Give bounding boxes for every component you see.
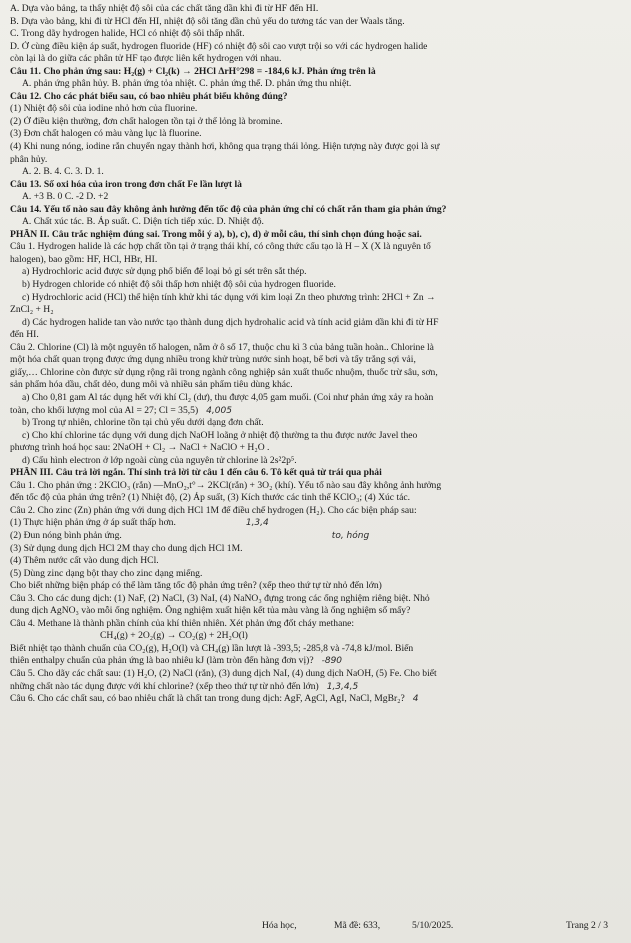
p2q1-stem: Câu 1. Hydrogen halide là các hợp chất tồn tại ở trạng thái khí, có công thức cấu tạo là H – X (X là nguyên tố bbox=[10, 241, 431, 253]
handwritten-answer: 1,3,4,5 bbox=[326, 681, 359, 692]
p2q1-stem-cont: halogen), bao gồm: HF, HCl, HBr, HI. bbox=[10, 253, 158, 265]
q12-stem: Câu 12. Cho các phát biểu sau, có bao nhiêu phát biểu không đúng? bbox=[10, 90, 288, 102]
q12-statement-1: (1) Nhiệt độ sôi của iodine nhỏ hơn của fluorine. bbox=[10, 103, 198, 115]
q13-stem: Câu 13. Số oxi hóa của iron trong đơn chất Fe lần lượt là bbox=[10, 178, 242, 190]
q12-statement-4: (4) Khi nung nóng, iodine rắn chuyển ngay thành hơi, không qua trạng thái lỏng. Hiện tượng này được gọi là sự bbox=[10, 141, 440, 153]
p2q2-stem-2: một hóa chất quan trọng được ứng dụng nhiều trong khử trùng nước sinh hoạt, bể bơi và tẩy trắng sợi vải, bbox=[10, 354, 416, 366]
q13-options: A. +3 B. 0 C. -2 D. +2 bbox=[22, 191, 109, 203]
p3q4-data: Biết nhiệt tạo thành chuẩn của CO₂(g), H₂O(l) và CH₄(g) lần lượt là -393,5; -285,8 và -74,8 kJ/mol. Biến bbox=[10, 642, 414, 654]
p3q5-question: những chất nào tác dụng được với khí chlorine? (xếp theo thứ tự từ nhỏ đến lớn) 1,3,4,5 bbox=[10, 680, 359, 692]
p3q2-stem: Câu 2. Cho zinc (Zn) phản ứng với dung dịch HCl 1M để điều chế hydrogen (H₂). Cho các biện pháp sau: bbox=[10, 504, 417, 516]
part3-heading: PHẦN III. Câu trả lời ngắn. Thí sinh trả lời từ câu 1 đến câu 6. Tô kết quả từ trái qua phải bbox=[10, 467, 382, 479]
q10-option-d: D. Ở cùng điều kiện áp suất, hydrogen fluoride (HF) có nhiệt độ sôi cao vượt trội so với các hydrogen halide bbox=[10, 40, 428, 52]
p2q2-a: a) Cho 0,81 gam Al tác dụng hết với khí Cl₂ (dư), thu được 4,05 gam muối. (Coi như phản ứng xảy ra hoàn bbox=[22, 391, 434, 403]
p3q4-stem: Câu 4. Methane là thành phần chính của khí thiên nhiên. Xét phản ứng đốt cháy methane: bbox=[10, 617, 355, 629]
p3q2-measure-3: (3) Sử dụng dung dịch HCl 2M thay cho dung dịch HCl 1M. bbox=[10, 542, 243, 554]
p2q1-d: d) Các hydrogen halide tan vào nước tạo thành dung dịch hydrohalic acid và tính acid giảm dần khi đi từ HF bbox=[22, 316, 439, 328]
p2q1-c: c) Hydrochloric acid (HCl) thể hiện tính khử khi tác dụng với kim loại Zn theo phương trình: 2HCl + Zn → bbox=[22, 291, 436, 303]
footer-subject: Hóa học, bbox=[262, 920, 297, 931]
p2q2-a-cont: toàn, cho khối lượng mol của Al = 27; Cl = 35,5) 4,005 bbox=[10, 404, 232, 416]
p2q2-c-cont: phương trình hoá học sau: 2NaOH + Cl₂ → NaCl + NaClO + H₂O . bbox=[10, 442, 270, 454]
p3q2-measure-4: (4) Thêm nước cất vào dung dịch HCl. bbox=[10, 555, 159, 567]
p2q1-a: a) Hydrochloric acid được sử dụng phổ biến để loại bỏ gỉ sét trên sắt thép. bbox=[22, 266, 307, 278]
p3q2-measure-1: (1) Thực hiện phản ứng ở áp suất thấp hơn. 1,3,4 bbox=[10, 517, 269, 529]
q10-option-c: C. Trong dãy hydrogen halide, HCl có nhiệt độ sôi thấp nhất. bbox=[10, 28, 245, 40]
q11-options: A. phản ứng phân hủy. B. phản ứng tỏa nhiệt. C. phản ứng thế. D. phản ứng thu nhiệt. bbox=[22, 78, 352, 90]
handwritten-answer: -890 bbox=[321, 656, 343, 667]
p2q2-b: b) Trong tự nhiên, chlorine tồn tại chủ yếu dưới dạng đơn chất. bbox=[22, 417, 264, 429]
p3q2-measure-2: (2) Đun nóng bình phản ứng. to, hóng bbox=[10, 529, 370, 541]
q12-options: A. 2. B. 4. C. 3. D. 1. bbox=[22, 166, 104, 178]
p3q2-measure-5: (5) Dùng zinc dạng bột thay cho zinc dạng miếng. bbox=[10, 567, 203, 579]
footer-date: 5/10/2025. bbox=[412, 920, 454, 931]
p3q4-question: thiên enthalpy chuẩn của phản ứng là bao nhiêu kJ (làm tròn đến hàng đơn vị)? -890 bbox=[10, 655, 343, 667]
q12-statement-3: (3) Đơn chất halogen có màu vàng lục là fluorine. bbox=[10, 128, 202, 140]
q10-option-d-cont: còn lại là do giữa các phân tử HF tạo được liên kết hydrogen với nhau. bbox=[10, 53, 282, 65]
footer-exam-code: Mã đề: 633, bbox=[334, 920, 381, 931]
p3q3-stem: Câu 3. Cho các dung dịch: (1) NaF, (2) NaCl, (3) NaI, (4) NaNO₃ đựng trong các ống nghiệm riêng biệt. Nhỏ bbox=[10, 592, 430, 604]
q10-option-b: B. Dựa vào bảng, khi đi từ HCl đến HI, nhiệt độ sôi tăng dần chủ yếu do tương tác van der Waals tăng. bbox=[10, 15, 405, 27]
handwritten-note: to, hóng bbox=[331, 530, 370, 541]
p3q6-stem: Câu 6. Cho các chất sau, có bao nhiêu chất là chất tan trong dung dịch: AgF, AgCl, AgI, NaCl, MgBr₂? 4 bbox=[10, 693, 419, 705]
p2q1-d-cont: đến HI. bbox=[10, 329, 39, 341]
p3q1-stem: Câu 1. Cho phản ứng : 2KClO₃ (rắn) —MnO₂,t°→ 2KCl(rắn) + 3O₂ (khí). Yếu tố nào sau đây không ảnh hưởng bbox=[10, 479, 442, 491]
handwritten-answer: 1,3,4 bbox=[245, 518, 269, 529]
footer-page-number: Trang 2 / 3 bbox=[566, 920, 609, 931]
p2q2-d: d) Cấu hình electron ở lớp ngoài cùng của nguyên tử chlorine là 2s²2p⁵. bbox=[22, 454, 297, 466]
p2q2-stem-3: giấy,… Chlorine còn được sử dụng rộng rãi trong ngành công nghiệp sản xuất thuốc nhuộm, thuốc trừ sâu, sơn, bbox=[10, 366, 438, 378]
q14-stem: Câu 14. Yếu tố nào sau đây không ảnh hưởng đến tốc độ của phản ứng chỉ có chất rắn tham gia phản ứng? bbox=[10, 203, 447, 215]
p3q1-stem-cont: đến tốc độ của phản ứng trên? (1) Nhiệt độ, (2) Áp suất, (3) Kích thước các tinh thể KClO₃; (4) Xúc tác. bbox=[10, 492, 411, 504]
p2q2-stem: Câu 2. Chlorine (Cl) là một nguyên tố halogen, nằm ở ô số 17, thuộc chu kì 3 của bảng tuần hoàn.. Chlorine là bbox=[10, 341, 434, 353]
p3q5-stem: Câu 5. Cho dãy các chất sau: (1) H₂O, (2) NaCl (rắn), (3) dung dịch NaI, (4) dung dịch NaOH, (5) Fe. Cho biết bbox=[10, 667, 437, 679]
q10-option-a: A. Dựa vào bảng, ta thấy nhiệt độ sôi của các chất tăng dần khi đi từ HF đến HI. bbox=[10, 3, 319, 14]
p2q2-stem-4: sản phẩm hóa dầu, chất dẻo, dung môi và nhiều sản phẩm tiêu dùng khác. bbox=[10, 379, 293, 391]
q12-statement-4-cont: phân hủy. bbox=[10, 153, 48, 165]
p3q4-equation: CH₄(g) + 2O₂(g) → CO₂(g) + 2H₂O(l) bbox=[100, 630, 248, 642]
handwritten-answer: 4 bbox=[412, 694, 419, 705]
p2q1-b: b) Hydrogen chloride có nhiệt độ sôi thấp hơn nhiệt độ sôi của hydrogen fluoride. bbox=[22, 279, 336, 291]
p2q2-c: c) Cho khí chlorine tác dụng với dung dịch NaOH loãng ở nhiệt độ thường ta thu được nước Javel theo bbox=[22, 429, 418, 441]
p2q1-c-cont: ZnCl₂ + H₂ bbox=[10, 304, 54, 316]
q11-stem: Câu 11. Cho phản ứng sau: H₂(g) + Cl₂(k) → 2HCl ΔrH°298 = -184,6 kJ. Phản ứng trên là bbox=[10, 65, 376, 77]
p3q2-question: Cho biết những biện pháp có thể làm tăng tốc độ phản ứng trên? (xếp theo thứ tự từ nhỏ đến lớn) bbox=[10, 580, 382, 592]
p3q3-stem-cont: dung dịch AgNO₃ vào mỗi ống nghiệm. Ống nghiệm xuất hiện kết tủa màu vàng là ống nghiệm số mấy? bbox=[10, 605, 411, 617]
handwritten-answer: 4,005 bbox=[206, 405, 232, 416]
q14-options: A. Chất xúc tác. B. Áp suất. C. Diện tích tiếp xúc. D. Nhiệt độ. bbox=[22, 216, 264, 228]
q12-statement-2: (2) Ở điều kiện thường, đơn chất halogen tồn tại ở thể lỏng là bromine. bbox=[10, 115, 283, 127]
part2-heading: PHẦN II. Câu trắc nghiệm đúng sai. Trong mỗi ý a), b), c), d) ở mỗi câu, thí sinh chọn đúng hoặc sai. bbox=[10, 228, 422, 240]
